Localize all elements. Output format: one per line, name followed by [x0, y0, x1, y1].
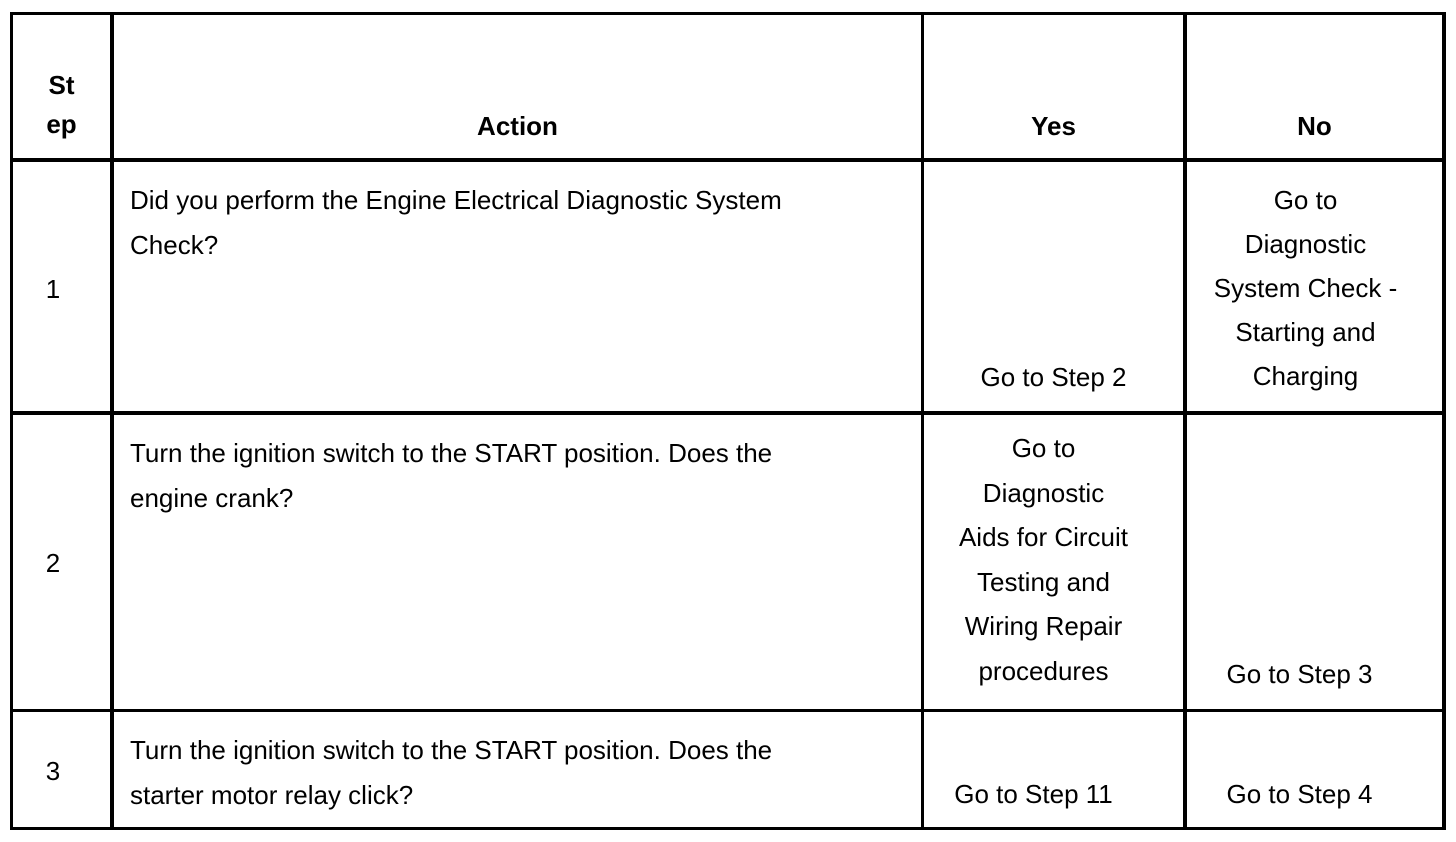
- row-2-yes-line-2: Diagnostic: [982, 477, 1105, 508]
- row-2-yes-line-3: Aids for Circuit: [958, 522, 1129, 553]
- row-2-no-line-1: Go to Step 3: [1226, 659, 1373, 689]
- row-1-action-line-2: Check?: [130, 229, 219, 260]
- row-1-step: 1: [45, 274, 61, 304]
- header-no: No: [1297, 111, 1332, 141]
- header-action: Action: [477, 111, 558, 141]
- row-1-action-line-1: Did you perform the Engine Electrical Diagnostic System: [130, 185, 782, 215]
- row-1-no: [1178, 178, 1433, 398]
- row-1-no-line-4: Starting and: [1235, 317, 1376, 347]
- row-1-action: [130, 178, 910, 267]
- row-3-no-line-1: Go to Step 4: [1226, 779, 1373, 809]
- row-1-yes-line-1: Go to Step 2: [980, 362, 1127, 392]
- table-top-border: [10, 12, 1446, 15]
- table-bottom-border: [10, 827, 1446, 830]
- row-2-action-line-1: Turn the ignition switch to the START position. Does the: [130, 438, 773, 468]
- row-1-yes: [924, 355, 1183, 400]
- row-2-no: [1172, 652, 1427, 697]
- row-2-yes-line-6: procedures: [978, 655, 1109, 686]
- row-3-action-line-2: starter motor relay click?: [130, 779, 414, 810]
- table-right-border: [1442, 12, 1446, 830]
- header-bottom-border: [10, 158, 1446, 162]
- row-3-step: 3: [45, 756, 61, 786]
- header-yes: Yes: [1031, 111, 1076, 141]
- header-step: [13, 66, 110, 144]
- header-step-line-2: ep: [46, 109, 77, 139]
- row-3-yes: [904, 772, 1163, 817]
- row-2-yes: [914, 426, 1173, 694]
- row-2-yes-line-1: Go to: [1011, 433, 1076, 463]
- row-2-action: [130, 431, 910, 520]
- row-3-yes-line-1: Go to Step 11: [954, 779, 1113, 809]
- row-1-bottom-border: [10, 411, 1446, 415]
- row-2-bottom-border: [10, 709, 1446, 712]
- row-2-yes-line-4: Testing and: [977, 566, 1110, 597]
- row-1-no-line-3: System Check -: [1213, 273, 1398, 303]
- row-1-no-line-1: Go to: [1273, 185, 1338, 215]
- header-step-line-1: St: [48, 70, 75, 100]
- row-1-no-line-5: Charging: [1252, 361, 1359, 391]
- row-3-action: [130, 728, 910, 817]
- row-2-step: 2: [45, 548, 61, 578]
- row-1-no-line-2: Diagnostic: [1244, 229, 1367, 259]
- row-2-yes-line-5: Wiring Repair: [964, 611, 1123, 642]
- row-2-action-line-2: engine crank?: [130, 482, 294, 513]
- row-3-action-line-1: Turn the ignition switch to the START position. Does the: [130, 735, 773, 765]
- row-3-no: [1172, 772, 1427, 817]
